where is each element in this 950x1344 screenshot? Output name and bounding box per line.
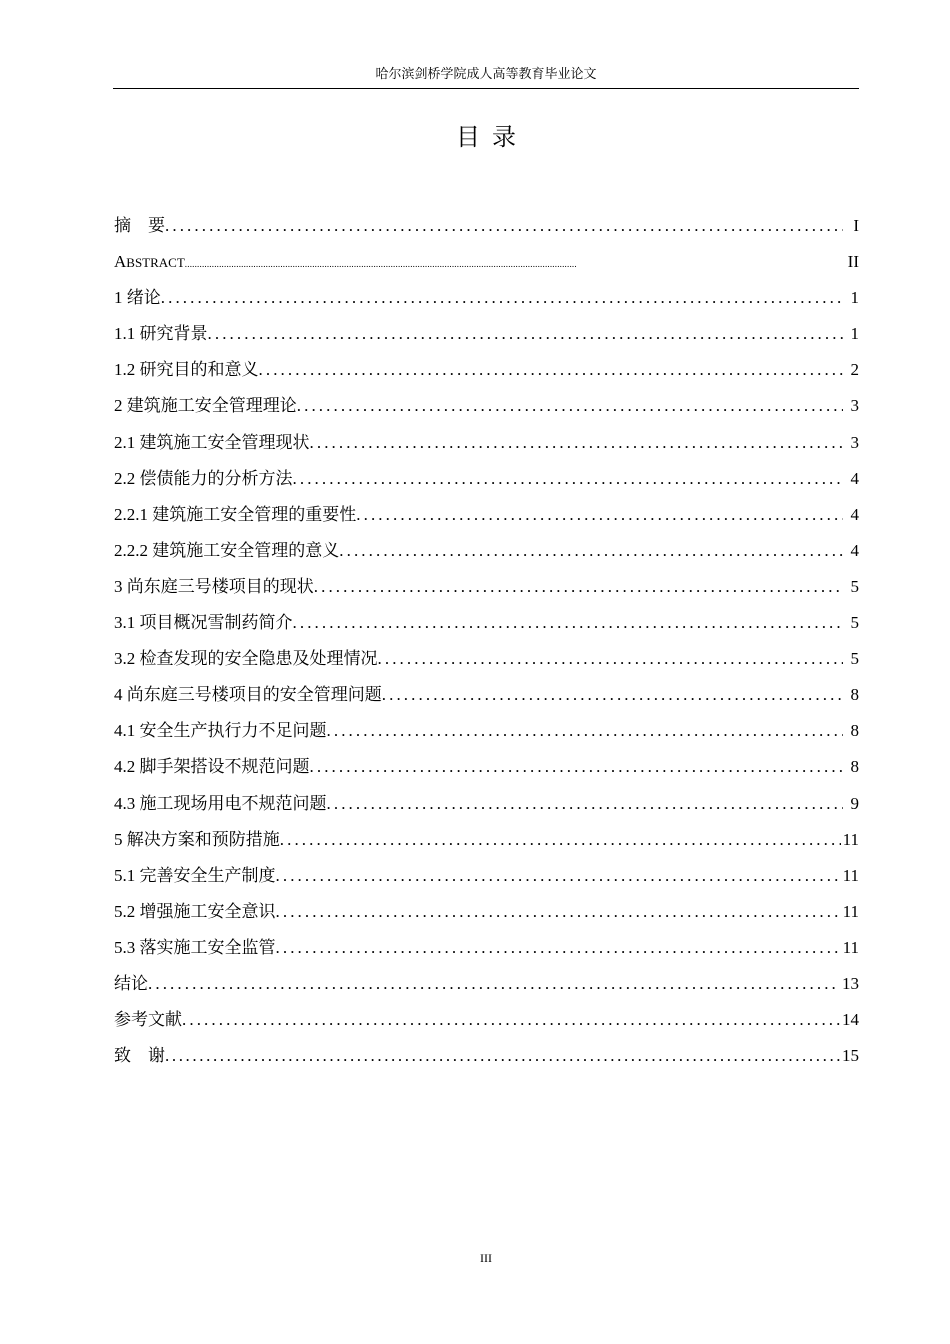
toc-entry-page: 4 (850, 468, 859, 488)
toc-entry-page: 13 (842, 973, 859, 993)
toc-leader-dots (378, 641, 844, 677)
toc-entry-page: 4 (850, 504, 859, 524)
toc-entry-section-2-1[interactable] (113, 425, 859, 461)
toc-entry-chapter-5[interactable] (113, 822, 859, 858)
toc-entry-label: 1.1 研究背景 (114, 324, 208, 344)
page-number: III (480, 1251, 492, 1265)
toc-entry-label: 3 尚东庭三号楼项目的现状 (114, 576, 314, 596)
toc-entry-label: 1 绪论 (114, 288, 161, 308)
toc-entry-label: 2 建筑施工安全管理理论 (114, 396, 297, 416)
toc-leader-dots (276, 858, 841, 894)
toc-leader-dots (382, 677, 843, 713)
toc-entry-abstract-en[interactable] (113, 244, 859, 280)
toc-entry-acknowledgements[interactable] (113, 1038, 859, 1074)
toc-entry-label: 4.1 安全生产执行力不足问题 (114, 721, 327, 741)
toc-entry-label: 4.3 施工现场用电不规范问题 (114, 793, 327, 813)
toc-leader-dots (185, 246, 843, 282)
toc-entry-label: 3.2 检查发现的安全隐患及处理情况 (114, 649, 378, 669)
abstract-small-caps: BSTRACT (126, 255, 185, 271)
toc-entry-label: 5.1 完善安全生产制度 (114, 865, 276, 885)
toc-entry-label: 2.2.2 建筑施工安全管理的意义 (114, 540, 340, 560)
toc-entry-label: 1.2 研究目的和意义 (114, 360, 259, 380)
toc-entry-label: 2.2.1 建筑施工安全管理的重要性 (114, 504, 357, 524)
page-title: 目 录 (456, 125, 516, 151)
toc-entry-section-5-3[interactable] (113, 930, 859, 966)
toc-entry-page: I (853, 216, 859, 235)
toc-entry-chapter-2[interactable] (113, 388, 859, 424)
toc-entry-page: 3 (850, 432, 859, 452)
toc-entry-page: 11 (842, 865, 859, 885)
toc-entry-label: 参考文献 (114, 1010, 182, 1030)
toc-entry-page: 5 (850, 613, 859, 633)
toc-leader-dots (161, 280, 843, 316)
toc-entry-page: 11 (842, 901, 859, 921)
toc-leader-dots (276, 894, 841, 930)
toc-entry-page: 11 (842, 937, 859, 957)
toc-entry-section-5-1[interactable] (113, 858, 859, 894)
toc-entry-chapter-3[interactable] (113, 569, 859, 605)
toc-entry-label: 5.3 落实施工安全监管 (114, 937, 276, 957)
toc-entry-section-5-2[interactable] (113, 894, 859, 930)
toc-leader-dots (148, 966, 840, 1002)
toc-entry-chapter-1[interactable] (113, 280, 859, 316)
toc-entry-label: 4 尚东庭三号楼项目的安全管理问题 (114, 685, 382, 705)
toc-entry-abstract-cn[interactable] (113, 208, 859, 244)
toc-leader-dots (297, 388, 843, 424)
toc-entry-page: 1 (850, 288, 859, 308)
toc-entry-page: 3 (850, 396, 859, 416)
toc-entry-page: 8 (850, 685, 859, 705)
toc-leader-dots (314, 569, 843, 605)
toc-entry-section-2-2-2[interactable] (113, 533, 859, 569)
toc-entry-section-3-2[interactable] (113, 641, 859, 677)
toc-entry-label: 结论 (114, 973, 148, 993)
abstract-first-letter: A (114, 252, 127, 272)
toc-entry-page: 14 (842, 1010, 859, 1030)
toc-leader-dots (259, 352, 844, 388)
toc-entry-label: 致 谢 (114, 1046, 165, 1066)
toc-entry-chapter-4[interactable] (113, 677, 859, 713)
toc-entry-label: 2.2 偿债能力的分析方法 (114, 468, 293, 488)
toc-leader-dots (165, 208, 843, 244)
toc-leader-dots (293, 461, 844, 497)
toc-leader-dots (276, 930, 841, 966)
toc-leader-dots (280, 822, 841, 858)
toc-leader-dots (208, 316, 844, 352)
toc-entry-section-3-1[interactable] (113, 605, 859, 641)
running-header: 哈尔滨剑桥学院成人高等教育毕业论文 (375, 66, 597, 81)
toc-leader-dots (310, 749, 844, 785)
toc-entry-section-1-2[interactable] (113, 352, 859, 388)
toc-entry-page: 15 (842, 1046, 859, 1066)
toc-entry-section-1-1[interactable] (113, 316, 859, 352)
toc-entry-section-4-2[interactable] (113, 749, 859, 785)
toc-entry-page: 5 (850, 576, 859, 596)
toc-entry-page: 5 (850, 649, 859, 669)
toc-entry-section-4-3[interactable] (113, 786, 859, 822)
toc-entry-label (113, 244, 185, 281)
toc-leader-dots (310, 425, 844, 461)
toc-entry-label: 2.1 建筑施工安全管理现状 (114, 432, 310, 452)
toc-entry-page: 11 (842, 829, 859, 849)
toc-leader-dots (327, 713, 844, 749)
table-of-contents (113, 208, 859, 1074)
toc-entry-label: 4.2 脚手架搭设不规范问题 (114, 757, 310, 777)
toc-leader-dots (356, 497, 843, 533)
toc-entry-references[interactable] (113, 1002, 859, 1038)
toc-entry-label: 5.2 增强施工安全意识 (114, 901, 276, 921)
toc-entry-label: 5 解决方案和预防措施 (114, 829, 280, 849)
toc-entry-page: 8 (850, 721, 859, 741)
toc-entry-section-2-2[interactable] (113, 461, 859, 497)
toc-entry-section-2-2-1[interactable] (113, 497, 859, 533)
toc-leader-dots (339, 533, 843, 569)
toc-entry-section-4-1[interactable] (113, 713, 859, 749)
toc-entry-conclusion[interactable] (113, 966, 859, 1002)
toc-entry-page: II (847, 252, 859, 272)
toc-entry-page: 9 (850, 793, 859, 813)
toc-entry-label: 3.1 项目概况雪制药简介 (114, 613, 293, 633)
toc-leader-dots (327, 786, 844, 822)
toc-entry-page: 8 (850, 757, 859, 777)
toc-leader-dots (293, 605, 844, 641)
toc-entry-label: 摘 要 (114, 216, 165, 235)
toc-entry-page: 2 (850, 360, 859, 380)
toc-leader-dots (182, 1002, 840, 1038)
toc-leader-dots (165, 1038, 842, 1074)
toc-entry-page: 1 (850, 324, 859, 344)
header-rule (113, 88, 859, 89)
toc-entry-page: 4 (850, 540, 859, 560)
